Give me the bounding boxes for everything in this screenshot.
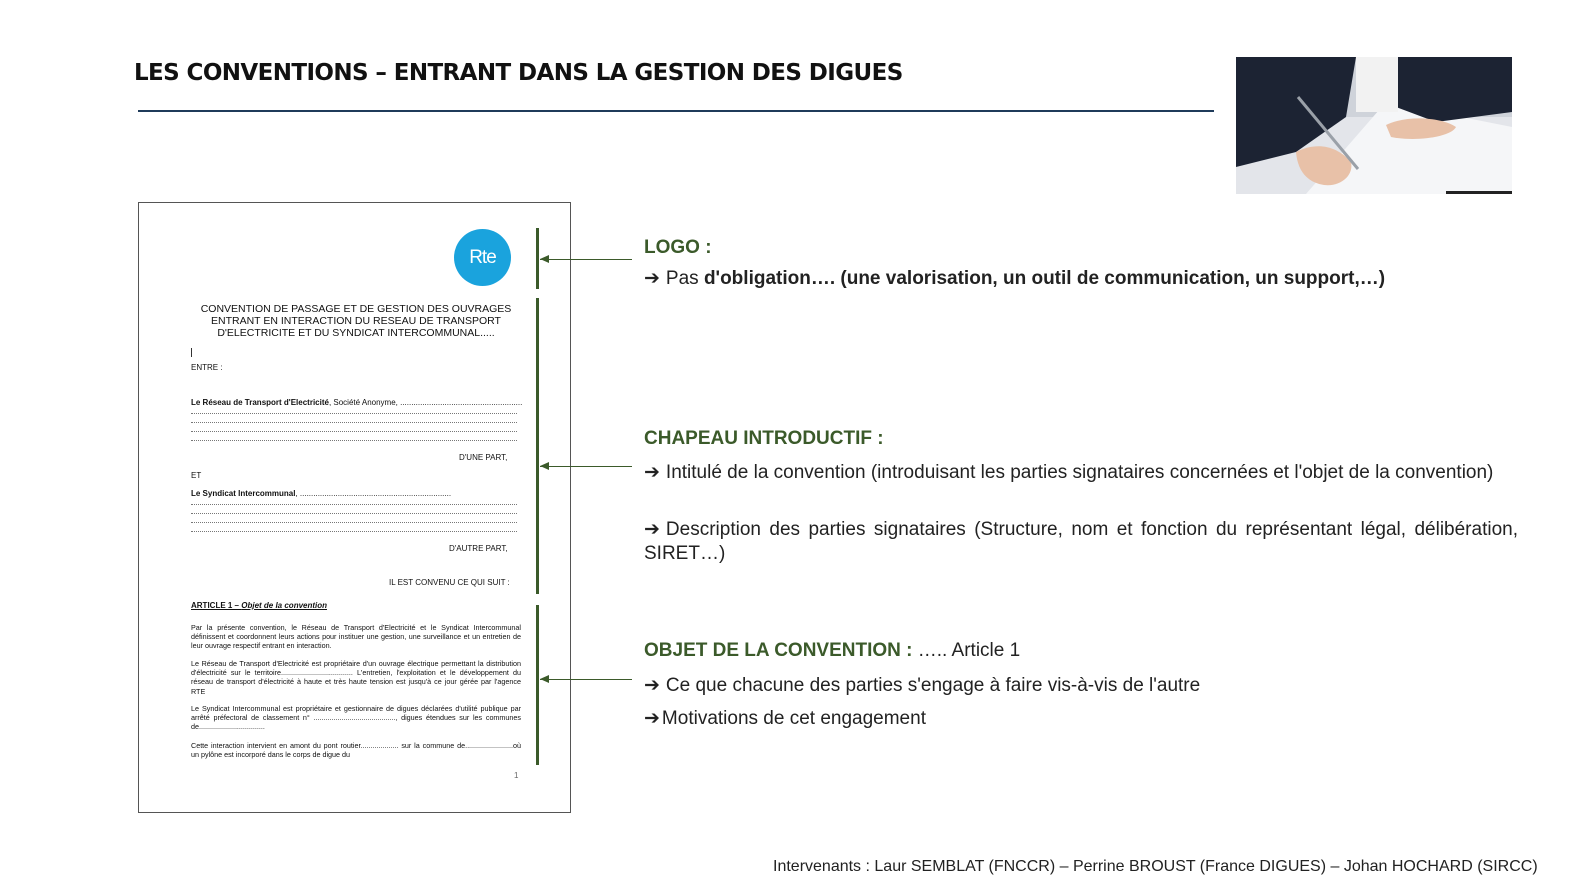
chapeau-bullet-2-text: Description des parties signataires (Structure, nom et fonction du représentant légal, délibération, SIRET…) xyxy=(644,519,1518,564)
doc-paragraph-2: Le Réseau de Transport d'Electricité est propriétaire d'un ouvrage électrique permettant la distribution d'électricité sur le territoire.................................... L'entretien, l'exploitation et le développement du réseau de transport d'électricité à haute et très haute tension est jusqu'à ce jour gérée par l'agence RTE xyxy=(191,659,521,696)
chapeau-bracket xyxy=(536,298,539,594)
doc-party1 xyxy=(191,398,522,408)
slide-title: LES CONVENTIONS – ENTRANT DANS LA GESTION DES DIGUES xyxy=(134,60,903,86)
objet-bullet-2-text: Motivations de cet engagement xyxy=(661,708,926,729)
footer-speakers: Intervenants : Laur SEMBLAT (FNCCR) – Perrine BROUST (France DIGUES) – Johan HOCHARD (SIRCC) xyxy=(773,858,1538,875)
text-cursor xyxy=(191,348,192,357)
signing-photo-illustration xyxy=(1236,57,1512,194)
chapeau-bullet-2 xyxy=(644,517,1518,566)
arrow-icon: ➔ xyxy=(644,707,660,729)
objet-bullet-1 xyxy=(644,673,1518,698)
doc-paragraph-1: Par la présente convention, le Réseau de Transport d'Electricité et le Syndicat Intercommunal définissent et coordonnent leurs actions pour instituer une gestion, une surveillance et un entretien de leur ouvrage respectif entrant en interaction. xyxy=(191,623,521,651)
title-underline xyxy=(138,110,1214,112)
doc-paragraph-3: Le Syndicat Intercommunal est propriétaire et gestionnaire de digues déclarées d'utilité publique par arrêté préfectoral de classement n° ........................................., digues étendues sur les communes de................................. xyxy=(191,704,521,732)
doc-convenu: IL EST CONVENU CE QUI SUIT : xyxy=(389,578,510,587)
document-title: CONVENTION DE PASSAGE ET DE GESTION DES OUVRAGES ENTRANT EN INTERACTION DU RESEAU DE TRANSPORT D'ELECTRICITE ET DU SYNDICAT INTERCOMMUNAL..... xyxy=(200,303,512,339)
objet-heading-suffix: ….. Article 1 xyxy=(912,640,1021,661)
arrow-icon: ➔ xyxy=(644,518,660,540)
objet-arrow-line xyxy=(540,679,632,680)
logo-arrow-head xyxy=(540,255,549,263)
doc-party2-name: Le Syndicat Intercommunal xyxy=(191,489,296,498)
doc-dotted-line xyxy=(191,504,517,505)
objet-heading-label: OBJET DE LA CONVENTION : xyxy=(644,640,913,661)
doc-dotted-line xyxy=(191,440,517,441)
doc-party2 xyxy=(191,489,451,499)
doc-dautre-part: D'AUTRE PART, xyxy=(449,544,508,553)
arrow-icon: ➔ xyxy=(644,674,660,696)
logo-bullet xyxy=(644,266,1386,291)
doc-article-title: Objet de la convention xyxy=(241,601,328,610)
doc-dotted-line xyxy=(191,513,517,514)
doc-article-label: ARTICLE 1 – xyxy=(191,601,242,610)
chapeau-bullet-1 xyxy=(644,460,1518,485)
logo-bracket xyxy=(536,228,539,289)
objet-bullet-2 xyxy=(644,706,1518,731)
logo-arrow-line xyxy=(540,259,632,260)
objet-arrow-head xyxy=(540,675,549,683)
doc-dotted-line xyxy=(191,531,517,532)
logo-bullet-normal: Pas xyxy=(665,268,704,289)
doc-dotted-line xyxy=(191,431,517,432)
logo-heading: LOGO : xyxy=(644,237,712,258)
doc-party1-name: Le Réseau de Transport d'Electricité xyxy=(191,398,329,407)
doc-et: ET xyxy=(191,471,202,480)
chapeau-heading: CHAPEAU INTRODUCTIF : xyxy=(644,428,884,449)
arrow-icon: ➔ xyxy=(644,267,660,289)
doc-dune-part: D'UNE PART, xyxy=(459,453,508,462)
doc-party2-rest: , .................................................................... xyxy=(295,489,452,498)
signing-photo xyxy=(1236,57,1512,194)
logo-bullet-bold: d'obligation…. (une valorisation, un outil de communication, un support,…) xyxy=(703,268,1386,289)
doc-dotted-line xyxy=(191,413,517,414)
chapeau-arrow-line xyxy=(540,466,632,467)
doc-entre: ENTRE : xyxy=(191,363,223,372)
doc-party1-rest: , Société Anonyme, ....................................................... xyxy=(328,398,523,407)
doc-dotted-line xyxy=(191,522,517,523)
chapeau-arrow-head xyxy=(540,462,549,470)
objet-heading xyxy=(644,640,1020,662)
doc-paragraph-4: Cette interaction intervient en amont du pont routier................... sur la commune de........................où un pylône est incorporé dans le corps de digue du xyxy=(191,741,521,760)
doc-article-heading xyxy=(191,601,327,611)
chapeau-bullet-1-text: Intitulé de la convention (introduisant les parties signataires concernées et l'objet de la convention) xyxy=(665,462,1494,483)
objet-bracket xyxy=(536,605,539,765)
doc-page-number: 1 xyxy=(514,771,519,780)
objet-bullet-1-text: Ce que chacune des parties s'engage à faire vis-à-vis de l'autre xyxy=(665,675,1201,696)
convention-document-preview xyxy=(138,202,571,813)
doc-dotted-line xyxy=(191,422,517,423)
arrow-icon: ➔ xyxy=(644,461,660,483)
rte-logo: Rte xyxy=(454,229,511,286)
